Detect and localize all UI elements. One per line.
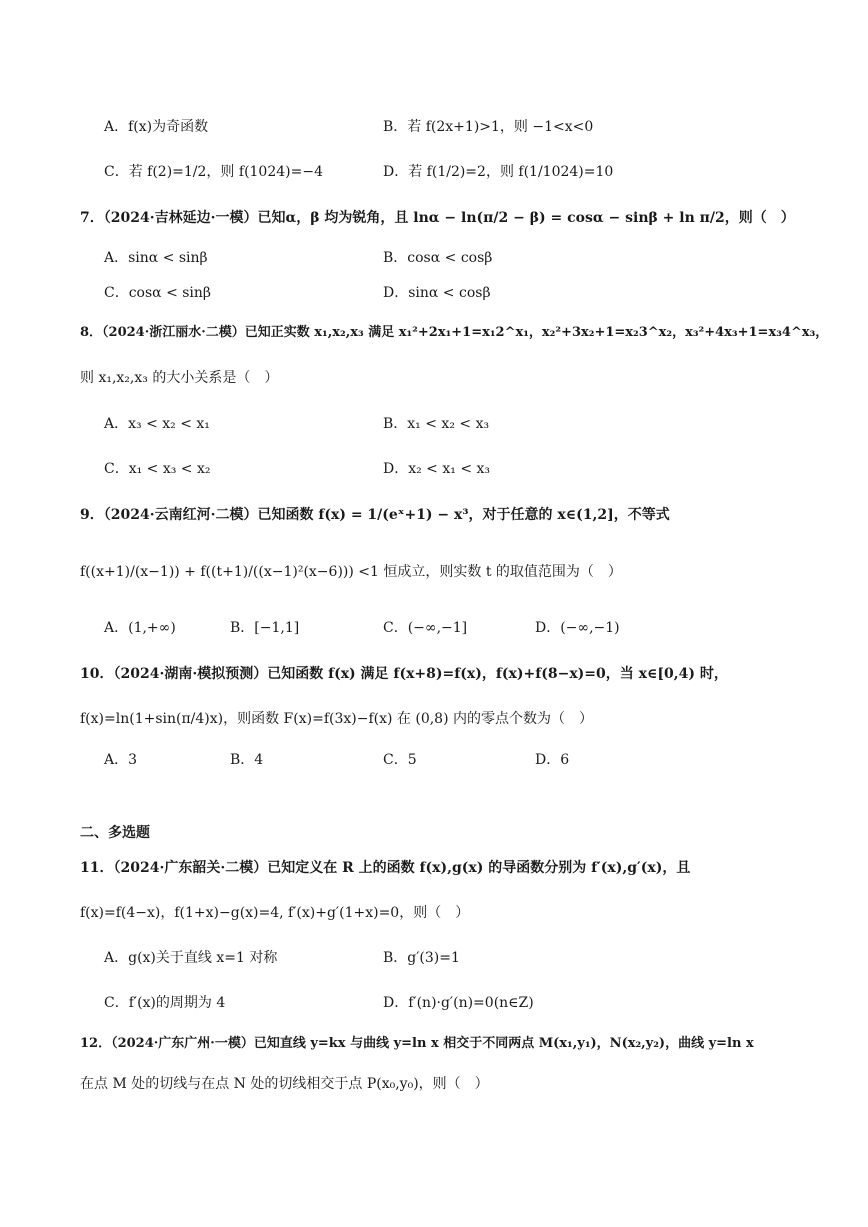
q8-stem: 8．（2024·浙江丽水·二模）已知正实数 x₁,x₂,x₃ 满足 x₁²+2x₁+1=x₁2^x₁，x₂²+3x₂+1=x₂3^x₂，x₃²+4x₃+1=x₃4^x₃， — [80, 325, 829, 340]
q7-option-a: A．sinα < sinβ — [104, 250, 208, 266]
q9-stem: 9．（2024·云南红河·二模）已知函数 f(x) = 1/(eˣ+1) − x³，对于任意的 x∈(1,2]，不等式 — [80, 507, 670, 523]
q9-option-c: C．(−∞,−1] — [383, 620, 468, 636]
q10-stem: 10．（2024·湖南·模拟预测）已知函数 f(x) 满足 f(x+8)=f(x)，f(x)+f(8−x)=0，当 x∈[0,4) 时， — [80, 666, 728, 682]
q11-stem-continued: f(x)=f(4−x)，f(1+x)−g(x)=4, f′(x)+g′(1+x)=0，则（ ） — [80, 905, 470, 921]
q9-option-b: B．[−1,1] — [230, 620, 300, 636]
q7-option-b: B．cosα < cosβ — [383, 250, 493, 266]
q7-option-d: D．sinα < cosβ — [383, 285, 491, 301]
q8-option-a: A．x₃ < x₂ < x₁ — [104, 416, 210, 432]
q6-option-c: C．若 f(2)=1/2，则 f(1024)=−4 — [104, 164, 323, 180]
q10-option-a: A．3 — [104, 752, 138, 768]
q11-stem: 11．（2024·广东韶关·二模）已知定义在 R 上的函数 f(x),g(x) 的导函数分别为 f′(x),g′(x)，且 — [80, 860, 691, 876]
q6-option-a: A．f(x)为奇函数 — [104, 119, 209, 135]
q7-stem: 7．（2024·吉林延边·一模）已知α，β 均为锐角，且 lnα − ln(π/2 − β) = cosα − sinβ + ln π/2，则（ ） — [80, 210, 795, 226]
q8-option-d: D．x₂ < x₁ < x₃ — [383, 461, 491, 477]
q6-option-b: B．若 f(2x+1)>1，则 −1<x<0 — [383, 119, 594, 135]
q11-option-c: C．f′(x)的周期为 4 — [104, 995, 226, 1011]
q11-option-b: B．g′(3)=1 — [383, 950, 460, 966]
q11-option-d: D．f′(n)·g′(n)=0(n∈Z) — [383, 995, 534, 1011]
q10-option-b: B．4 — [230, 752, 264, 768]
q8-option-b: B．x₁ < x₂ < x₃ — [383, 416, 490, 432]
q7-option-c: C．cosα < sinβ — [104, 285, 212, 301]
q11-option-a: A．g(x)关于直线 x=1 对称 — [104, 950, 278, 966]
q8-option-c: C．x₁ < x₃ < x₂ — [104, 461, 211, 477]
q9-stem-continued: f((x+1)/(x−1)) + f((t+1)/((x−1)²(x−6))) <1 恒成立，则实数 t 的取值范围为（ ） — [80, 564, 622, 580]
q10-option-c: C．5 — [383, 752, 417, 768]
q6-option-d: D．若 f(1/2)=2，则 f(1/1024)=10 — [383, 164, 614, 180]
q8-stem-continued: 则 x₁,x₂,x₃ 的大小关系是（ ） — [80, 370, 279, 386]
q10-option-d: D．6 — [535, 752, 570, 768]
section-heading: 二、多选题 — [80, 825, 150, 841]
q10-stem-continued: f(x)=ln(1+sin(π/4)x)，则函数 F(x)=f(3x)−f(x) 在 (0,8) 内的零点个数为（ ） — [80, 711, 594, 727]
q12-stem-continued: 在点 M 处的切线与在点 N 处的切线相交于点 P(x₀,y₀)，则（ ） — [80, 1076, 489, 1092]
q9-option-a: A．(1,+∞) — [104, 620, 176, 636]
q12-stem: 12．（2024·广东广州·一模）已知直线 y=kx 与曲线 y=ln x 相交于不同两点 M(x₁,y₁)，N(x₂,y₂)，曲线 y=ln x — [80, 1036, 754, 1051]
q9-option-d: D．(−∞,−1) — [535, 620, 620, 636]
